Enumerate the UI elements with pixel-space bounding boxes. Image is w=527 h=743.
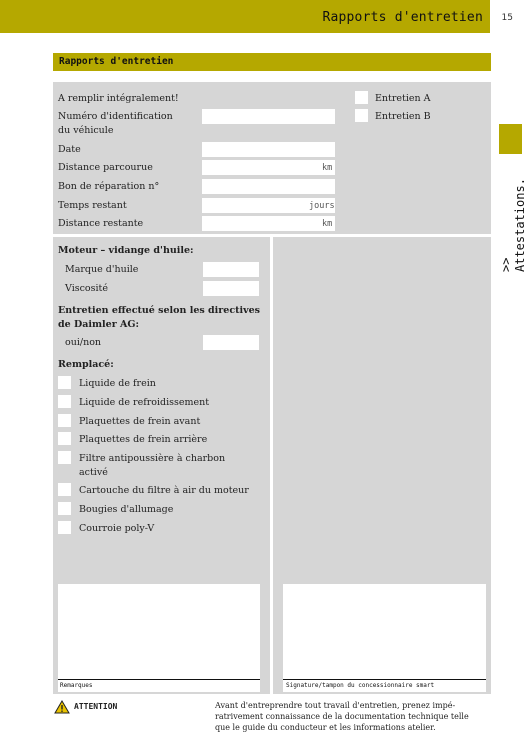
service-b-checkbox[interactable] bbox=[355, 109, 368, 122]
distance-remaining-label: Distance restante bbox=[58, 218, 144, 229]
cabin-filter-label: Filtre antipoussière à charbon bbox=[79, 453, 226, 464]
poly-v-belt-label: Courroie poly-V bbox=[79, 523, 155, 534]
repair-order-label: Bon de réparation n° bbox=[58, 181, 160, 192]
distance-remaining-field[interactable] bbox=[202, 216, 335, 231]
spark-plugs-label: Bougies d'allumage bbox=[79, 504, 174, 515]
remarks-box[interactable] bbox=[58, 584, 260, 692]
repair-order-field[interactable] bbox=[202, 179, 335, 194]
distance-field[interactable] bbox=[202, 160, 335, 175]
remarks-label: Remarques bbox=[60, 682, 93, 689]
vin-label-line2: du véhicule bbox=[58, 125, 114, 136]
signature-line bbox=[283, 679, 486, 680]
front-pads-checkbox[interactable] bbox=[58, 414, 71, 427]
viscosity-field[interactable] bbox=[203, 281, 259, 296]
header-bar bbox=[0, 0, 490, 33]
oil-brand-field[interactable] bbox=[203, 262, 259, 277]
spark-plugs-checkbox[interactable] bbox=[58, 502, 71, 515]
attention-label: ATTENTION bbox=[74, 702, 118, 711]
poly-v-belt-checkbox[interactable] bbox=[58, 521, 71, 534]
rear-pads-label: Plaquettes de frein arrière bbox=[79, 434, 208, 445]
section-title: Rapports d'entretien bbox=[59, 56, 174, 67]
date-label: Date bbox=[58, 144, 81, 155]
attention-text: Avant d'entreprendre tout travail d'entretien, prenez impé-ratrivement connaissance de la documentation technique telle que le guide du conducteur et les informations atelier. bbox=[215, 701, 469, 732]
page-number-box bbox=[490, 0, 522, 33]
side-tab-label: >> Attestations. bbox=[499, 178, 527, 272]
oil-brand-label: Marque d'huile bbox=[65, 264, 139, 275]
section-title-bar bbox=[53, 53, 491, 71]
brake-fluid-label: Liquide de frein bbox=[79, 378, 156, 389]
rear-pads-checkbox[interactable] bbox=[58, 432, 71, 445]
date-field[interactable] bbox=[202, 142, 335, 157]
vin-field[interactable] bbox=[202, 109, 335, 124]
air-filter-checkbox[interactable] bbox=[58, 483, 71, 496]
coolant-label: Liquide de refroidissement bbox=[79, 397, 210, 408]
side-tab-marker bbox=[499, 124, 522, 154]
air-filter-label: Cartouche du filtre à air du moteur bbox=[79, 485, 249, 496]
yes-no-field[interactable] bbox=[203, 335, 259, 350]
distance-label: Distance parcourue bbox=[58, 162, 153, 173]
warning-icon bbox=[54, 700, 70, 714]
time-remaining-unit: jours bbox=[309, 201, 335, 211]
directives-label-line2: de Daimler AG: bbox=[58, 319, 140, 330]
time-remaining-label: Temps restant bbox=[58, 200, 127, 211]
cabin-filter-label-line2: activé bbox=[79, 467, 108, 478]
distance-remaining-unit: km bbox=[322, 219, 333, 229]
front-pads-label: Plaquettes de frein avant bbox=[79, 416, 201, 427]
coolant-checkbox[interactable] bbox=[58, 395, 71, 408]
replaced-title: Remplacé: bbox=[58, 359, 114, 370]
vin-label: Numéro d'identification bbox=[58, 111, 173, 122]
brake-fluid-checkbox[interactable] bbox=[58, 376, 71, 389]
distance-unit: km bbox=[322, 163, 333, 173]
page-number: 15 bbox=[501, 13, 513, 23]
service-a-checkbox[interactable] bbox=[355, 91, 368, 104]
signature-box[interactable] bbox=[283, 584, 486, 692]
cabin-filter-checkbox[interactable] bbox=[58, 451, 71, 464]
yes-no-label: oui/non bbox=[65, 337, 102, 348]
page-title: Rapports d'entretien bbox=[322, 10, 483, 25]
viscosity-label: Viscosité bbox=[65, 283, 109, 294]
service-a-label: Entretien A bbox=[375, 93, 431, 104]
service-b-label: Entretien B bbox=[375, 111, 431, 122]
intro-text: A remplir intégralement! bbox=[58, 93, 179, 104]
oil-change-title: Moteur – vidange d'huile: bbox=[58, 245, 194, 256]
signature-label: Signature/tampon du concessionnaire smart bbox=[286, 682, 435, 689]
side-tab bbox=[495, 162, 525, 272]
remarks-line bbox=[58, 679, 260, 680]
directives-label: Entretien effectué selon les directives bbox=[58, 305, 261, 316]
